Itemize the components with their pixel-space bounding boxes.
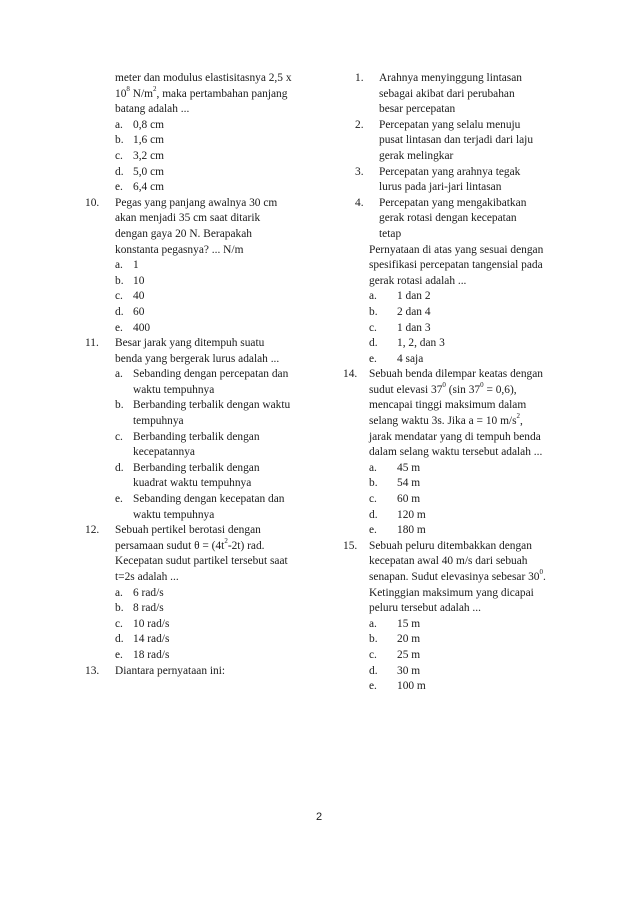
answer-option: c. 40 (115, 290, 145, 303)
answer-option-continuation: kecepatannya (133, 446, 195, 459)
question-12-text-line: t=2s adalah ... (115, 571, 179, 583)
answer-option: d. Berbanding terbalik dengan (115, 461, 260, 474)
question-9-text-line: batang adalah ... (115, 103, 190, 116)
question-14-text-line: jarak mendatar yang di tempuh benda (369, 430, 541, 443)
answer-option: e. 400 (115, 321, 151, 334)
statement-continuation: gerak melingkar (379, 149, 454, 162)
question-14-text-line: selang waktu 3s. Jika a = 10 $m/s^2$, (369, 412, 523, 428)
question-14-text-line: 14. Sebuah benda dilempar keatas dengan (349, 367, 577, 383)
answer-option-continuation: kuadrat waktu tempuhnya (133, 477, 252, 490)
left-column (85, 71, 320, 679)
answer-option: d. 1, 2, dan 3 (369, 337, 445, 350)
question-14-text-line: sudut elevasi $37^0$ (sin $37^0 = 0,6$), (369, 381, 517, 396)
statement-item: 3. Percepatan yang arahnya tegak (349, 165, 577, 181)
question-15-text-line: peluru tersebut adalah ... (369, 602, 481, 615)
answer-option-continuation: waktu tempuhnya (133, 383, 215, 396)
answer-option: e. 18 rad/s (115, 648, 170, 661)
answer-option: d. 60 (115, 305, 145, 318)
answer-option: c. 3,2 cm (115, 149, 165, 162)
page-number: 2 (315, 811, 323, 823)
question-13-prompt-line: gerak rotasi adalah ... (369, 274, 467, 287)
answer-option: a. 1 (115, 259, 139, 272)
right-column (343, 71, 577, 695)
question-10-text-line: konstanta pegasnya? ... N/m (115, 243, 244, 256)
statement-number: 4. (355, 196, 364, 209)
statement-continuation: tetap (379, 227, 402, 240)
answer-option: e. Sebanding dengan kecepatan dan (115, 493, 285, 506)
statement-number: 3. (355, 165, 364, 178)
answer-option: e. 100 m (369, 680, 426, 693)
question-number: 14. (343, 368, 358, 381)
question-15-text-line: 15. Sebuah peluru ditembakkan dengan (349, 539, 577, 555)
question-number: 15. (343, 539, 358, 552)
question-11-text-line: 11. Besar jarak yang ditempuh suatu (85, 336, 320, 352)
question-14-text-line: mencapai tinggi maksimum dalam (369, 399, 527, 412)
question-12-text-line: persamaan sudut $\theta = (4t^2-2t)$ rad. (115, 537, 265, 552)
question-14-text-line: dalam selang waktu tersebut adalah ... (369, 446, 543, 459)
statement-number: 1. (355, 72, 364, 84)
statement-number: 2. (355, 118, 364, 131)
statement-continuation: pusat lintasan dan terjadi dari laju (379, 134, 534, 147)
question-13-prompt-line: Pernyataan di atas yang sesuai dengan (369, 243, 544, 256)
answer-option: b. 2 dan 4 (369, 305, 431, 318)
answer-option: a. 45 m (369, 461, 421, 474)
answer-option: b. 8 rad/s (115, 602, 164, 615)
answer-option: e. 4 saja (369, 352, 424, 365)
question-number: 12. (85, 524, 100, 537)
question-15-text-line: Ketinggian maksimum yang dicapai (369, 586, 534, 599)
answer-option: d. 120 m (369, 508, 426, 521)
question-9-text-line: meter dan modulus elastisitasnya 2,5 x (115, 72, 292, 84)
statement-item: 4. Percepatan yang mengakibatkan (349, 196, 577, 212)
answer-option: a. Sebanding dengan percepatan dan (115, 368, 289, 381)
question-10-text-line: 10. Pegas yang panjang awalnya 30 cm (85, 196, 320, 212)
question-12-text-line: Kecepatan sudut partikel tersebut saat (115, 555, 288, 568)
statement-continuation: gerak rotasi dengan kecepatan (379, 212, 517, 225)
answer-option-continuation: waktu tempuhnya (133, 508, 215, 521)
answer-option: e. 6,4 cm (115, 181, 165, 194)
question-10-text-line: akan menjadi 35 cm saat ditarik (115, 212, 261, 225)
statement-item: 1. Arahnya menyinggung lintasan (349, 71, 577, 87)
answer-option: b. 54 m (369, 477, 421, 490)
answer-option: b. 20 m (369, 633, 421, 646)
answer-option: d. 30 m (369, 664, 421, 677)
question-15-text-line: kecepatan awal 40 m/s dari sebuah (369, 555, 528, 568)
question-13-text-line: 13. Diantara pernyataan ini: (85, 664, 320, 680)
question-15-text-line: senapan. Sudut elevasinya sebesar $30^0$. (369, 568, 546, 583)
answer-option: b. 1,6 cm (115, 134, 165, 147)
question-10-text-line: dengan gaya 20 N. Berapakah (115, 227, 252, 240)
answer-option: b. Berbanding terbalik dengan waktu (115, 399, 291, 412)
answer-option: c. Berbanding terbalik dengan (115, 430, 260, 443)
answer-option: a. 15 m (369, 617, 421, 630)
answer-option-continuation: tempuhnya (133, 415, 184, 428)
answer-option: c. 10 rad/s (115, 617, 170, 630)
answer-option: a. 1 dan 2 (369, 290, 431, 303)
answer-option: c. 25 m (369, 648, 421, 661)
answer-option: a. 0,8 cm (115, 118, 165, 131)
question-11-text-line: benda yang bergerak lurus adalah ... (115, 352, 280, 365)
question-9-text-line: $10^8$ $N/m^2$, maka pertambahan panjang (115, 84, 288, 100)
answer-option: a. 6 rad/s (115, 586, 164, 599)
question-12-text-line: 12. Sebuah pertikel berotasi dengan (85, 523, 320, 539)
answer-option: c. 60 m (369, 493, 421, 506)
answer-option: e. 180 m (369, 524, 426, 537)
question-number: 10. (85, 196, 100, 209)
answer-option: d. 5,0 cm (115, 165, 165, 178)
question-13-prompt-line: spesifikasi percepatan tangensial pada (369, 259, 543, 272)
answer-option: c. 1 dan 3 (369, 321, 431, 334)
statement-item: 2. Percepatan yang selalu menuju (349, 118, 577, 134)
answer-option: d. 14 rad/s (115, 633, 170, 646)
statement-continuation: sebagai akibat dari perubahan (379, 87, 515, 100)
question-number: 13. (85, 664, 100, 677)
answer-option: b. 10 (115, 274, 145, 287)
question-number: 11. (85, 337, 99, 350)
statement-continuation: lurus pada jari-jari lintasan (379, 181, 502, 194)
statement-continuation: besar percepatan (379, 103, 456, 116)
